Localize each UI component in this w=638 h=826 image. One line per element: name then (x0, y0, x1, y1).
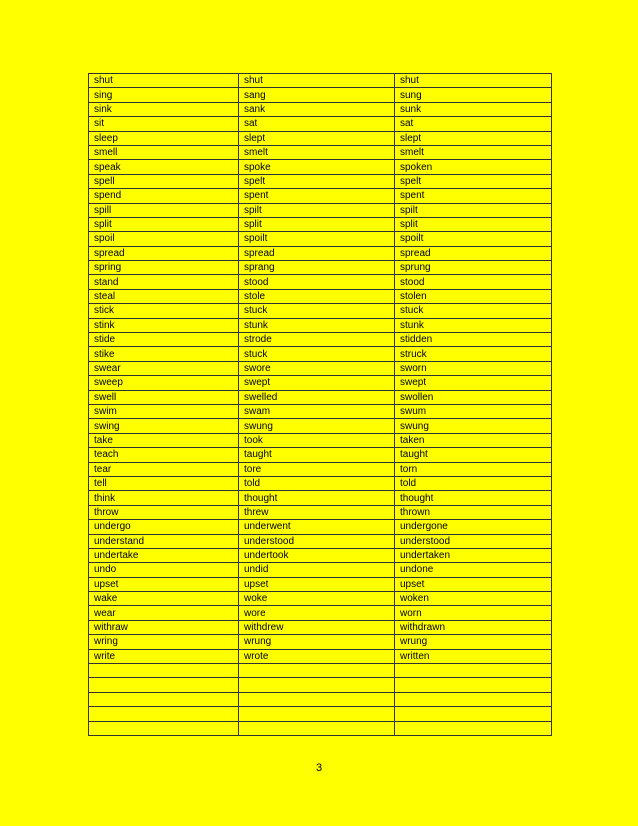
table-cell-base-form: spoil (89, 232, 239, 246)
table-row (89, 347, 552, 361)
table-cell-base-form: throw (89, 505, 239, 519)
table-cell-past-participle (395, 707, 552, 721)
table-cell-past-simple: swept (239, 376, 395, 390)
table-cell-past-simple (239, 664, 395, 678)
table-cell-past-simple: took (239, 433, 395, 447)
table-cell-base-form (89, 678, 239, 692)
table-cell-base-form: swell (89, 390, 239, 404)
table-cell-past-participle: spent (395, 189, 552, 203)
table-cell-past-participle: undone (395, 563, 552, 577)
table-cell-past-simple (239, 692, 395, 706)
table-row (89, 261, 552, 275)
table-cell-past-participle (395, 664, 552, 678)
table-row (89, 678, 552, 692)
table-cell-past-simple: swung (239, 419, 395, 433)
table-cell-past-simple: thought (239, 491, 395, 505)
table-cell-past-participle: spilt (395, 203, 552, 217)
irregular-verbs-table (88, 73, 552, 736)
table-row (89, 318, 552, 332)
table-cell-past-simple: sat (239, 117, 395, 131)
table-cell-past-simple: spoilt (239, 232, 395, 246)
table-cell-base-form: tell (89, 476, 239, 490)
table-cell-base-form (89, 664, 239, 678)
table-cell-past-simple: withdrew (239, 620, 395, 634)
table-cell-past-simple: wrote (239, 649, 395, 663)
table-row (89, 520, 552, 534)
table-cell-base-form: stand (89, 275, 239, 289)
table-cell-base-form: spell (89, 174, 239, 188)
table-cell-past-participle: upset (395, 577, 552, 591)
table-row (89, 246, 552, 260)
table-cell-past-simple: sank (239, 102, 395, 116)
table-cell-base-form: sink (89, 102, 239, 116)
table-row (89, 217, 552, 231)
table-cell-base-form: stick (89, 304, 239, 318)
table-row (89, 160, 552, 174)
table-cell-past-simple: woke (239, 592, 395, 606)
table-cell-base-form: sing (89, 88, 239, 102)
table-row (89, 649, 552, 663)
table-cell-past-simple: swelled (239, 390, 395, 404)
table-cell-past-participle: taken (395, 433, 552, 447)
table-cell-past-simple: spread (239, 246, 395, 260)
table-cell-base-form (89, 721, 239, 735)
table-cell-past-simple (239, 721, 395, 735)
table-row (89, 333, 552, 347)
table-cell-past-simple: tore (239, 462, 395, 476)
table-cell-base-form: stike (89, 347, 239, 361)
table-cell-past-participle: taught (395, 448, 552, 462)
table-cell-past-participle: understood (395, 534, 552, 548)
table-cell-past-simple: sprang (239, 261, 395, 275)
table-row (89, 361, 552, 375)
table-cell-base-form: withraw (89, 620, 239, 634)
table-cell-past-participle (395, 721, 552, 735)
table-cell-past-participle: spread (395, 246, 552, 260)
table-cell-past-simple: spent (239, 189, 395, 203)
table-cell-past-participle: worn (395, 606, 552, 620)
table-cell-base-form: speak (89, 160, 239, 174)
table-cell-base-form: steal (89, 289, 239, 303)
table-cell-past-participle: sung (395, 88, 552, 102)
table-cell-past-participle: stolen (395, 289, 552, 303)
table-cell-base-form: stink (89, 318, 239, 332)
table-cell-past-participle: swept (395, 376, 552, 390)
table-row (89, 721, 552, 735)
table-cell-past-participle: torn (395, 462, 552, 476)
table-row (89, 404, 552, 418)
table-cell-past-simple: spilt (239, 203, 395, 217)
table-cell-past-participle: written (395, 649, 552, 663)
table-row (89, 433, 552, 447)
table-cell-past-participle: stuck (395, 304, 552, 318)
table-row (89, 275, 552, 289)
table-cell-past-participle: undergone (395, 520, 552, 534)
table-cell-past-simple: strode (239, 333, 395, 347)
table-cell-past-participle: spoken (395, 160, 552, 174)
table-row (89, 491, 552, 505)
table-row (89, 88, 552, 102)
table-cell-past-participle: stunk (395, 318, 552, 332)
table-cell-past-participle: sat (395, 117, 552, 131)
table-cell-past-simple: swore (239, 361, 395, 375)
table-cell-base-form: teach (89, 448, 239, 462)
table-cell-base-form: smell (89, 145, 239, 159)
table-cell-base-form: undergo (89, 520, 239, 534)
table-row (89, 606, 552, 620)
table-cell-past-simple: underwent (239, 520, 395, 534)
table-cell-base-form: sit (89, 117, 239, 131)
table-cell-base-form: think (89, 491, 239, 505)
table-cell-past-simple: understood (239, 534, 395, 548)
table-cell-past-simple: slept (239, 131, 395, 145)
table-row (89, 145, 552, 159)
table-cell-past-simple: threw (239, 505, 395, 519)
table-row (89, 448, 552, 462)
table-row (89, 131, 552, 145)
table-cell-base-form (89, 707, 239, 721)
table-row (89, 476, 552, 490)
table-row (89, 74, 552, 88)
table-cell-past-participle: thrown (395, 505, 552, 519)
table-row (89, 563, 552, 577)
table-cell-past-participle: swum (395, 404, 552, 418)
table-row (89, 117, 552, 131)
table-cell-past-simple: swam (239, 404, 395, 418)
verb-table-body (89, 74, 552, 736)
table-cell-past-participle: sworn (395, 361, 552, 375)
table-cell-base-form: spring (89, 261, 239, 275)
table-cell-past-simple: wrung (239, 635, 395, 649)
table-cell-past-participle: swollen (395, 390, 552, 404)
table-row (89, 390, 552, 404)
table-cell-past-simple: told (239, 476, 395, 490)
table-cell-base-form: split (89, 217, 239, 231)
table-row (89, 289, 552, 303)
table-cell-past-simple: undid (239, 563, 395, 577)
table-cell-base-form: swim (89, 404, 239, 418)
table-row (89, 102, 552, 116)
table-row (89, 548, 552, 562)
table-cell-past-participle: wrung (395, 635, 552, 649)
table-cell-past-participle: slept (395, 131, 552, 145)
table-row (89, 635, 552, 649)
table-cell-past-participle (395, 678, 552, 692)
table-cell-base-form: wring (89, 635, 239, 649)
table-row (89, 174, 552, 188)
table-row (89, 505, 552, 519)
table-row (89, 203, 552, 217)
table-cell-base-form: swear (89, 361, 239, 375)
table-cell-base-form: sleep (89, 131, 239, 145)
table-cell-past-simple: stole (239, 289, 395, 303)
table-cell-past-participle: sunk (395, 102, 552, 116)
table-row (89, 664, 552, 678)
table-cell-base-form: swing (89, 419, 239, 433)
table-cell-past-simple: undertook (239, 548, 395, 562)
table-cell-base-form: spend (89, 189, 239, 203)
table-cell-base-form: spread (89, 246, 239, 260)
table-cell-past-simple: split (239, 217, 395, 231)
table-cell-past-participle: spelt (395, 174, 552, 188)
table-cell-past-simple: wore (239, 606, 395, 620)
table-row (89, 707, 552, 721)
table-cell-base-form: wear (89, 606, 239, 620)
table-cell-past-participle: woken (395, 592, 552, 606)
table-cell-past-simple: stuck (239, 304, 395, 318)
table-row (89, 304, 552, 318)
table-cell-past-participle: stood (395, 275, 552, 289)
table-cell-past-participle: smelt (395, 145, 552, 159)
table-cell-past-participle: thought (395, 491, 552, 505)
table-row (89, 577, 552, 591)
table-cell-past-participle: undertaken (395, 548, 552, 562)
table-cell-past-participle (395, 692, 552, 706)
table-cell-past-simple (239, 707, 395, 721)
table-cell-base-form: understand (89, 534, 239, 548)
table-cell-past-simple: stunk (239, 318, 395, 332)
table-cell-past-simple: smelt (239, 145, 395, 159)
table-cell-past-simple: upset (239, 577, 395, 591)
table-cell-base-form: upset (89, 577, 239, 591)
table-row (89, 189, 552, 203)
table-cell-past-simple: taught (239, 448, 395, 462)
table-cell-base-form: write (89, 649, 239, 663)
table-row (89, 620, 552, 634)
table-cell-past-participle: stidden (395, 333, 552, 347)
table-cell-past-simple: shut (239, 74, 395, 88)
table-row (89, 534, 552, 548)
table-cell-past-participle: sprung (395, 261, 552, 275)
table-cell-base-form: undo (89, 563, 239, 577)
table-cell-past-participle: spoilt (395, 232, 552, 246)
table-row (89, 692, 552, 706)
table-cell-base-form: stide (89, 333, 239, 347)
table-row (89, 419, 552, 433)
table-cell-past-participle: told (395, 476, 552, 490)
table-cell-base-form: tear (89, 462, 239, 476)
table-cell-past-participle: split (395, 217, 552, 231)
table-cell-past-simple: spelt (239, 174, 395, 188)
table-cell-base-form: shut (89, 74, 239, 88)
table-cell-base-form: take (89, 433, 239, 447)
table-cell-past-participle: withdrawn (395, 620, 552, 634)
table-cell-base-form: spill (89, 203, 239, 217)
table-cell-base-form: sweep (89, 376, 239, 390)
table-cell-past-participle: swung (395, 419, 552, 433)
table-row (89, 462, 552, 476)
table-cell-past-participle: struck (395, 347, 552, 361)
table-row (89, 232, 552, 246)
table-cell-past-simple: stood (239, 275, 395, 289)
table-cell-base-form: wake (89, 592, 239, 606)
table-cell-past-simple: sang (239, 88, 395, 102)
table-cell-past-simple (239, 678, 395, 692)
table-cell-past-simple: spoke (239, 160, 395, 174)
table-cell-base-form (89, 692, 239, 706)
table-row (89, 376, 552, 390)
table-cell-past-participle: shut (395, 74, 552, 88)
table-cell-past-simple: stuck (239, 347, 395, 361)
table-row (89, 592, 552, 606)
table-cell-base-form: undertake (89, 548, 239, 562)
page-number: 3 (315, 762, 323, 774)
